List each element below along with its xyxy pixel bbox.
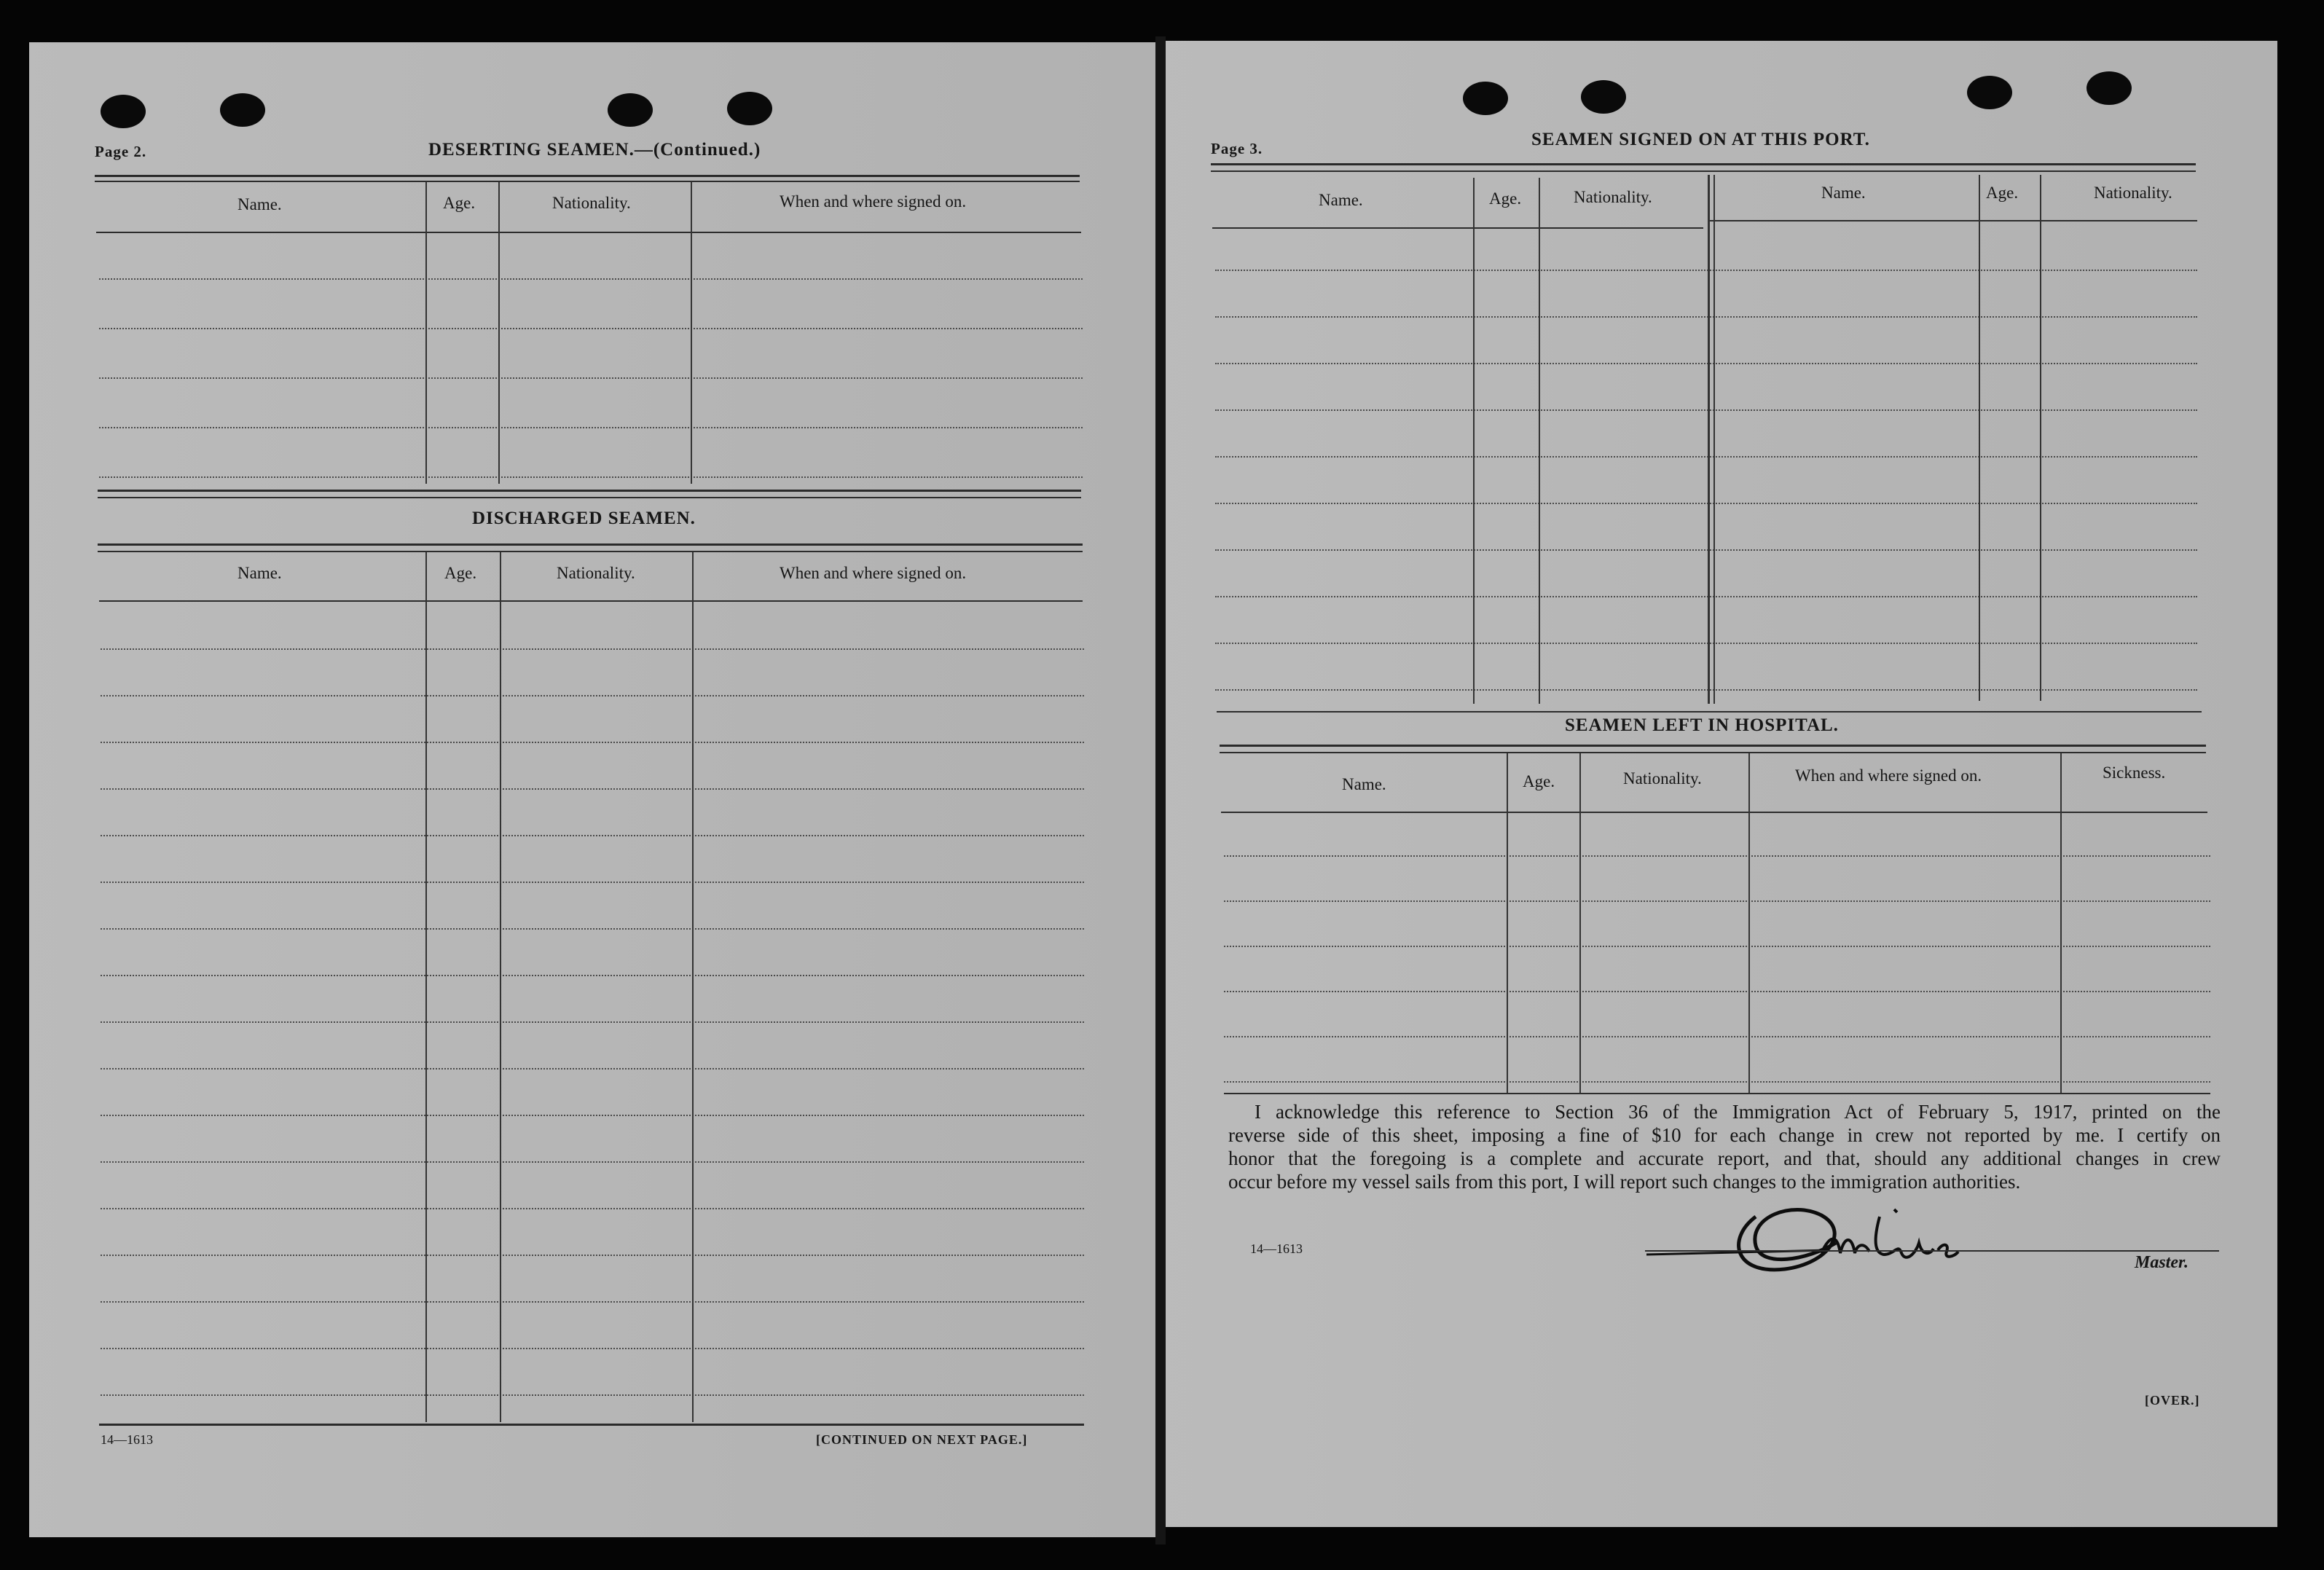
entry-line bbox=[1215, 409, 2197, 411]
column-divider bbox=[2040, 175, 2041, 701]
rule bbox=[1212, 227, 1703, 229]
rule bbox=[1220, 752, 2206, 753]
entry-line bbox=[1224, 1081, 2210, 1083]
col-header-nationality: Nationality. bbox=[557, 564, 635, 582]
column-divider bbox=[425, 552, 427, 1422]
discharged-seamen-title: DISCHARGED SEAMEN. bbox=[472, 509, 696, 528]
rule bbox=[1217, 711, 2202, 713]
col-header-nationality: Nationality. bbox=[1574, 188, 1652, 206]
right-page bbox=[1161, 41, 2277, 1527]
entry-line bbox=[101, 1208, 1084, 1209]
column-divider bbox=[1979, 175, 1980, 701]
col-header-name: Name. bbox=[1319, 191, 1363, 209]
entry-line bbox=[101, 1068, 1084, 1069]
col-header-name: Name. bbox=[1821, 184, 1866, 202]
continued-note: [CONTINUED ON NEXT PAGE.] bbox=[816, 1432, 1028, 1447]
col-header-nationality: Nationality. bbox=[2094, 184, 2172, 202]
entry-line bbox=[101, 1348, 1084, 1349]
entry-line bbox=[1215, 316, 2197, 318]
entry-line bbox=[99, 377, 1083, 379]
acknowledgement-line: I acknowledge this reference to Section 36 of the Immigration Act of February 5, 1917, printed on the bbox=[1255, 1101, 2221, 1123]
rule bbox=[95, 175, 1080, 177]
col-header-signed-on: When and where signed on. bbox=[780, 192, 967, 211]
col-header-age: Age. bbox=[1489, 189, 1522, 208]
entry-line bbox=[101, 835, 1084, 836]
entry-line bbox=[101, 648, 1084, 650]
column-divider bbox=[691, 182, 692, 484]
col-header-name: Name. bbox=[237, 564, 282, 582]
entry-line bbox=[1224, 946, 2210, 947]
col-header-name: Name. bbox=[1342, 775, 1386, 793]
master-signature bbox=[1639, 1173, 2047, 1282]
punch-hole bbox=[727, 92, 772, 125]
entry-line bbox=[101, 1021, 1084, 1023]
col-header-signed-on: When and where signed on. bbox=[1795, 766, 1982, 785]
rule bbox=[98, 497, 1081, 498]
entry-line bbox=[101, 1255, 1084, 1256]
rule bbox=[1221, 812, 2207, 813]
entry-line bbox=[1215, 270, 2197, 271]
rule bbox=[98, 543, 1083, 546]
punch-hole bbox=[1967, 76, 2012, 109]
entry-line bbox=[1215, 596, 2197, 597]
rule bbox=[1211, 163, 2196, 165]
col-header-name: Name. bbox=[237, 195, 282, 213]
entry-line bbox=[1215, 689, 2197, 691]
column-divider bbox=[1579, 753, 1581, 1093]
column-divider bbox=[1507, 753, 1508, 1093]
column-divider bbox=[692, 552, 694, 1422]
page-fold bbox=[1155, 36, 1166, 1545]
entry-line bbox=[99, 427, 1083, 428]
rule bbox=[1709, 220, 2197, 221]
column-divider bbox=[1539, 178, 1540, 704]
col-header-age: Age. bbox=[1523, 772, 1555, 790]
entry-line bbox=[1215, 503, 2197, 504]
rule bbox=[99, 1424, 1084, 1426]
entry-line bbox=[101, 1161, 1084, 1163]
rule bbox=[98, 490, 1081, 492]
over-note: [OVER.] bbox=[2145, 1393, 2200, 1408]
signature-line bbox=[1645, 1250, 2219, 1252]
entry-line bbox=[1215, 456, 2197, 458]
entry-line bbox=[101, 1115, 1084, 1116]
seamen-signed-on-title: SEAMEN SIGNED ON AT THIS PORT. bbox=[1531, 130, 1870, 149]
rule bbox=[96, 232, 1081, 233]
entry-line bbox=[101, 882, 1084, 883]
col-header-age: Age. bbox=[444, 564, 477, 582]
punch-hole bbox=[608, 93, 653, 127]
rule bbox=[1211, 170, 2196, 172]
column-divider bbox=[498, 182, 500, 484]
column-divider bbox=[1748, 753, 1750, 1093]
column-divider bbox=[1473, 178, 1475, 704]
punch-hole bbox=[1581, 80, 1626, 114]
rule bbox=[95, 181, 1080, 182]
column-divider bbox=[425, 182, 427, 484]
col-header-age: Age. bbox=[443, 194, 476, 212]
rule bbox=[1224, 1093, 2210, 1094]
entry-line bbox=[1224, 1036, 2210, 1037]
acknowledgement-line: reverse side of this sheet, imposing a fine of $10 for each change in crew not reported by me. I certify on bbox=[1228, 1124, 2221, 1146]
form-number: 14—1613 bbox=[101, 1432, 153, 1447]
entry-line bbox=[101, 1301, 1084, 1303]
column-divider bbox=[1708, 175, 1710, 704]
entry-line bbox=[101, 1394, 1084, 1396]
entry-line bbox=[99, 476, 1083, 478]
master-label: Master. bbox=[2135, 1253, 2189, 1272]
entry-line bbox=[1224, 991, 2210, 992]
rule bbox=[1220, 745, 2206, 747]
entry-line bbox=[99, 278, 1083, 280]
column-divider bbox=[500, 552, 501, 1422]
punch-hole bbox=[1463, 82, 1508, 115]
deserting-seamen-title: DESERTING SEAMEN.—(Continued.) bbox=[428, 140, 761, 160]
punch-hole bbox=[220, 93, 265, 127]
acknowledgement-line: occur before my vessel sails from this port, I will report such changes to the immigration authorities. bbox=[1228, 1171, 2021, 1193]
entry-line bbox=[101, 695, 1084, 696]
rule bbox=[99, 600, 1083, 602]
col-header-nationality: Nationality. bbox=[552, 194, 631, 212]
seamen-left-in-hospital-title: SEAMEN LEFT IN HOSPITAL. bbox=[1565, 715, 1839, 735]
column-divider bbox=[1713, 175, 1715, 704]
col-header-nationality: Nationality. bbox=[1623, 769, 1702, 788]
page-label: Page 3. bbox=[1211, 140, 1263, 157]
acknowledgement-line: honor that the foregoing is a complete and accurate report, and that, should any additional changes in crew bbox=[1228, 1147, 2221, 1169]
punch-hole bbox=[2087, 71, 2132, 105]
entry-line bbox=[1224, 900, 2210, 902]
page-label: Page 2. bbox=[95, 143, 147, 160]
rule bbox=[98, 551, 1083, 552]
entry-line bbox=[1215, 363, 2197, 364]
entry-line bbox=[101, 975, 1084, 976]
punch-hole bbox=[101, 95, 146, 128]
col-header-signed-on: When and where signed on. bbox=[780, 564, 967, 582]
entry-line bbox=[1215, 549, 2197, 551]
entry-line bbox=[1215, 643, 2197, 644]
col-header-sickness: Sickness. bbox=[2103, 764, 2166, 782]
entry-line bbox=[99, 328, 1083, 329]
column-divider bbox=[2060, 753, 2062, 1093]
form-number: 14—1613 bbox=[1250, 1241, 1303, 1256]
col-header-age: Age. bbox=[1986, 184, 2019, 202]
entry-line bbox=[101, 742, 1084, 743]
entry-line bbox=[101, 928, 1084, 930]
entry-line bbox=[1224, 855, 2210, 857]
left-page bbox=[29, 42, 1157, 1537]
entry-line bbox=[101, 788, 1084, 790]
